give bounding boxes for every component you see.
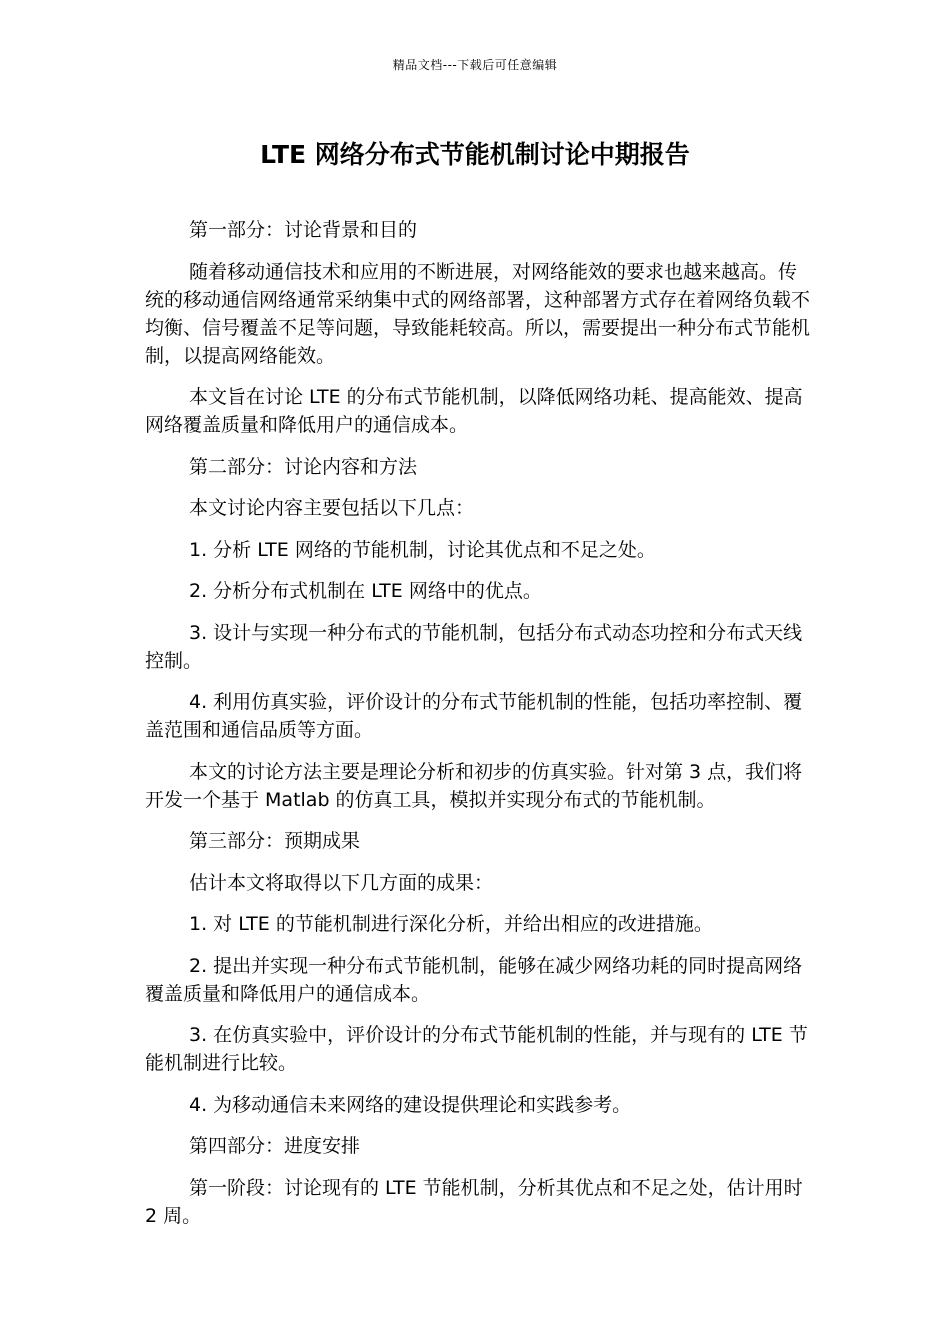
section-heading-schedule: 第四部分：进度安排: [189, 1135, 361, 1157]
list-item-content-1: 1. 分析 LTE 网络的节能机制，讨论其优点和不足之处。: [189, 538, 656, 561]
list-item-content-2: 2. 分析分布式机制在 LTE 网络中的优点。: [189, 580, 542, 602]
section-heading-expected-results: 第三部分：预期成果: [189, 830, 361, 852]
list-item-result-4: 4. 为移动通信未来网络的建设提供理论和实践参考。: [189, 1093, 632, 1116]
paragraph-schedule-phase-1: 第一阶段：讨论现有的 LTE 节能机制，分析其优点和不足之处，估计用时 2 周。: [145, 1176, 803, 1227]
list-item-content-4: 4. 利用仿真实验，评价设计的分布式节能机制的性能，包括功率控制、覆盖范围和通信品质等方面。: [145, 691, 803, 741]
paragraph-methods: 本文的讨论方法主要是理论分析和初步的仿真实验。针对第 3 点，我们将开发一个基于 Matlab 的仿真工具，模拟并实现分布式的节能机制。: [145, 760, 803, 811]
list-item-result-1: 1. 对 LTE 的节能机制进行深化分析，并给出相应的改进措施。: [189, 913, 713, 935]
section-heading-background: 第一部分：讨论背景和目的: [189, 219, 418, 241]
paragraph-background: 随着移动通信技术和应用的不断进展，对网络能效的要求也越来越高。传统的移动通信网络通常采纳集中式的网络部署，这种部署方式存在着网络负载不均衡、信号覆盖不足等问题，导致能耗较高。所以，需要提出一种分布式节能机制，以提高网络能效。: [145, 260, 811, 367]
document-title: LTE 网络分布式节能机制讨论中期报告: [260, 140, 690, 169]
paragraph-content-intro: 本文讨论内容主要包括以下几点：: [189, 497, 475, 519]
header-note: 精品文档---下载后可任意编辑: [392, 58, 558, 72]
list-item-result-3: 3. 在仿真实验中，评价设计的分布式节能机制的性能，并与现有的 LTE 节能机制进行比较。: [145, 1024, 808, 1074]
document-body: [145, 216, 813, 1243]
list-item-content-3: 3. 设计与实现一种分布式的节能机制，包括分布式动态功控和分布式天线控制。: [145, 621, 803, 672]
paragraph-results-intro: 估计本文将取得以下几方面的成果：: [189, 871, 494, 894]
list-item-result-2: 2. 提出并实现一种分布式节能机制，能够在减少网络功耗的同时提高网络覆盖质量和降低用户的通信成本。: [145, 954, 803, 1005]
section-heading-content-methods: 第二部分：讨论内容和方法: [189, 455, 418, 478]
paragraph-purpose: 本文旨在讨论 LTE 的分布式节能机制，以降低网络功耗、提高能效、提高网络覆盖质量和降低用户的通信成本。: [145, 386, 803, 436]
